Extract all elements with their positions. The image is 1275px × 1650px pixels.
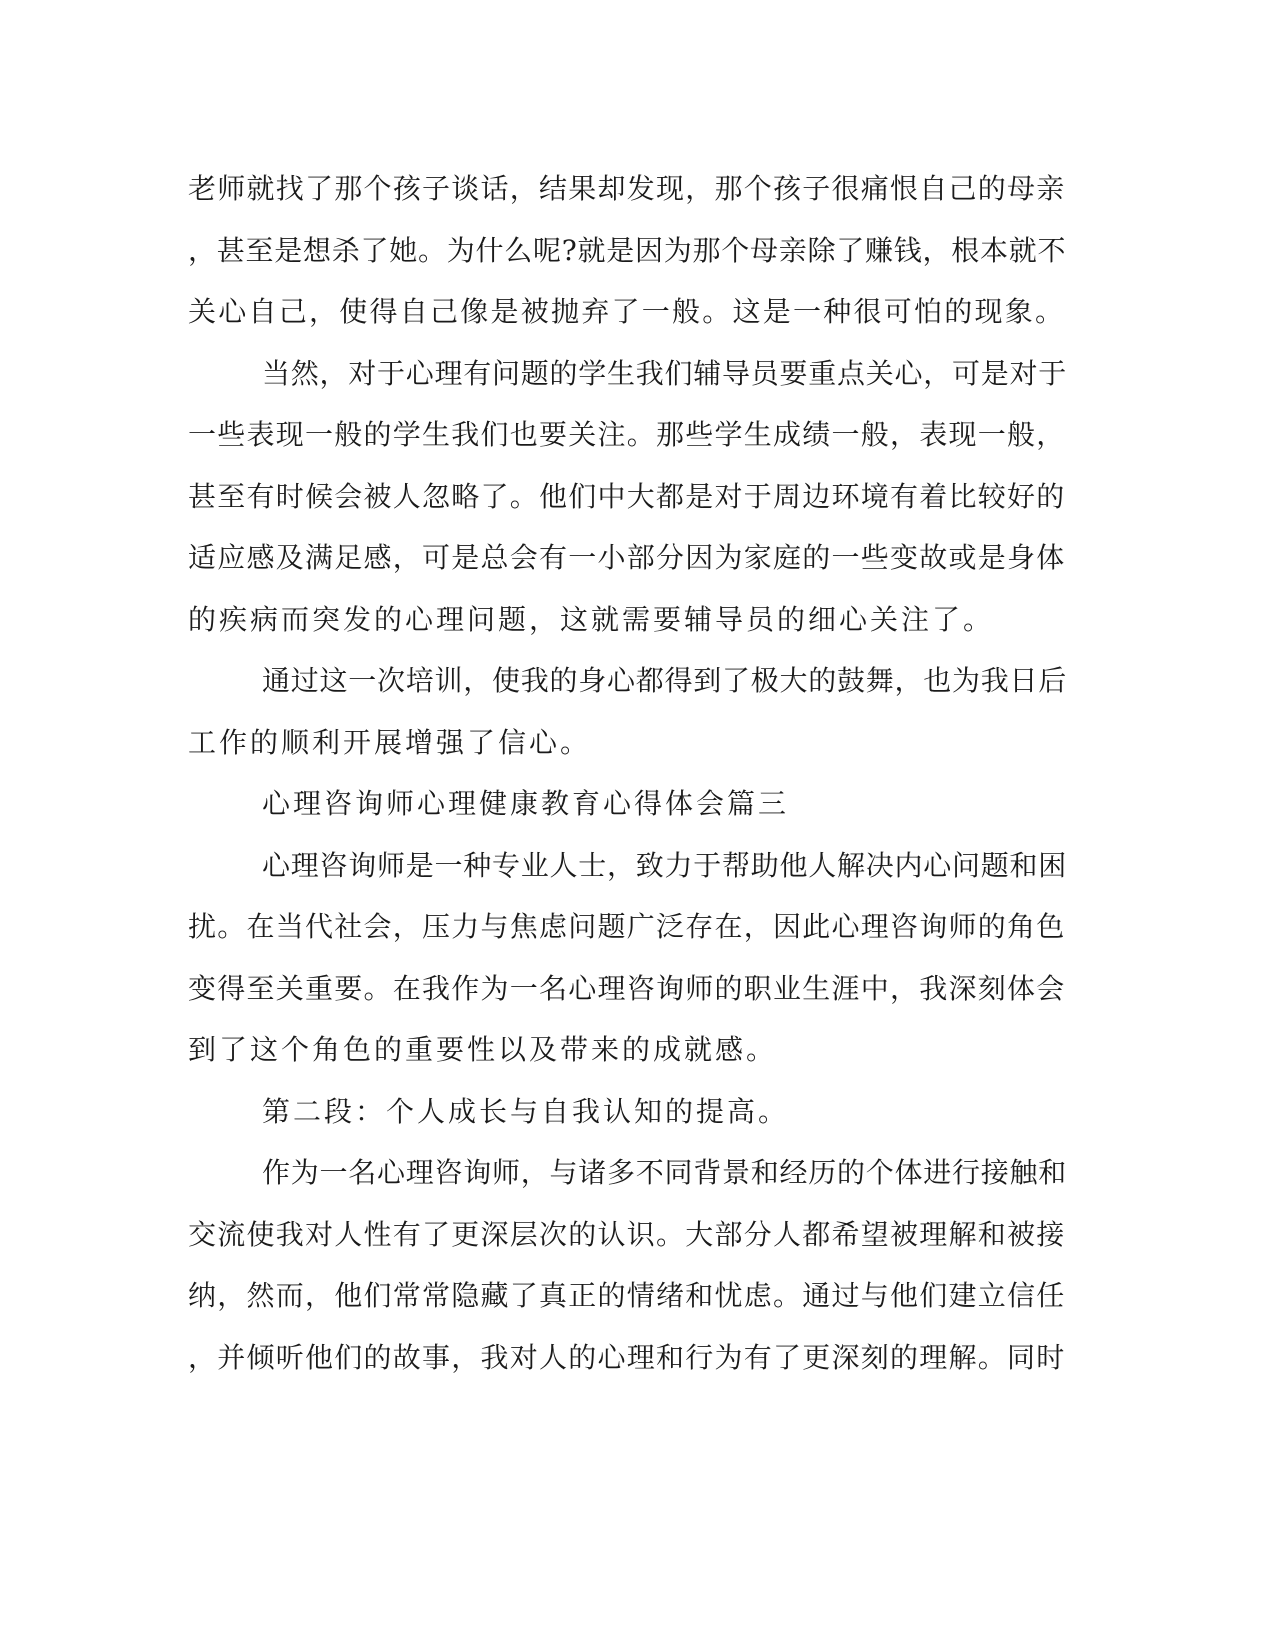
text-line: 老师就找了那个孩子谈话，结果却发现，那个孩子很痛恨自己的母亲 xyxy=(188,172,1066,205)
text-line: 作为一名心理咨询师，与诸多不同背景和经历的个体进行接触和 xyxy=(262,1156,1068,1189)
text-line: 关心自己，使得自己像是被抛弃了一般。这是一种很可怕的现象。 xyxy=(188,295,1066,328)
text-line: 交流使我对人性有了更深层次的认识。大部分人都希望被理解和被接 xyxy=(188,1217,1066,1251)
document-body xyxy=(188,158,1068,1388)
text-line: ，甚至是想杀了她。为什么呢?就是因为那个母亲除了赚钱，根本就不 xyxy=(188,233,1067,267)
text-line: 当然，对于心理有问题的学生我们辅导员要重点关心，可是对于 xyxy=(262,356,1068,390)
text-line: 的疾病而突发的心理问题，这就需要辅导员的细心关注了。 xyxy=(188,602,995,636)
section-heading: 第二段：个人成长与自我认知的提高。 xyxy=(262,1094,790,1128)
text-line: 心理咨询师是一种专业人士，致力于帮助他人解决内心问题和困 xyxy=(262,848,1068,882)
text-line: 适应感及满足感，可是总会有一小部分因为家庭的一些变故或是身体 xyxy=(188,541,1066,574)
text-line: 甚至有时候会被人忽略了。他们中大都是对于周边环境有着比较好的 xyxy=(188,479,1066,513)
text-line: 变得至关重要。在我作为一名心理咨询师的职业生涯中，我深刻体会 xyxy=(188,971,1066,1005)
text-line: 工作的顺利开展增强了信心。 xyxy=(188,725,592,759)
text-line: 扰。在当代社会，压力与焦虑问题广泛存在，因此心理咨询师的角色 xyxy=(188,910,1066,943)
text-line: 一些表现一般的学生我们也要关注。那些学生成绩一般，表现一般， xyxy=(188,418,1066,451)
text-line: 到了这个角色的重要性以及带来的成就感。 xyxy=(188,1033,778,1066)
section-heading: 心理咨询师心理健康教育心得体会篇三 xyxy=(262,787,790,820)
text-line: ，并倾听他们的故事，我对人的心理和行为有了更深刻的理解。同时 xyxy=(188,1340,1066,1374)
text-line: 纳，然而，他们常常隐藏了真正的情绪和忧虑。通过与他们建立信任 xyxy=(188,1279,1066,1312)
text-line: 通过这一次培训，使我的身心都得到了极大的鼓舞，也为我日后 xyxy=(262,664,1068,697)
